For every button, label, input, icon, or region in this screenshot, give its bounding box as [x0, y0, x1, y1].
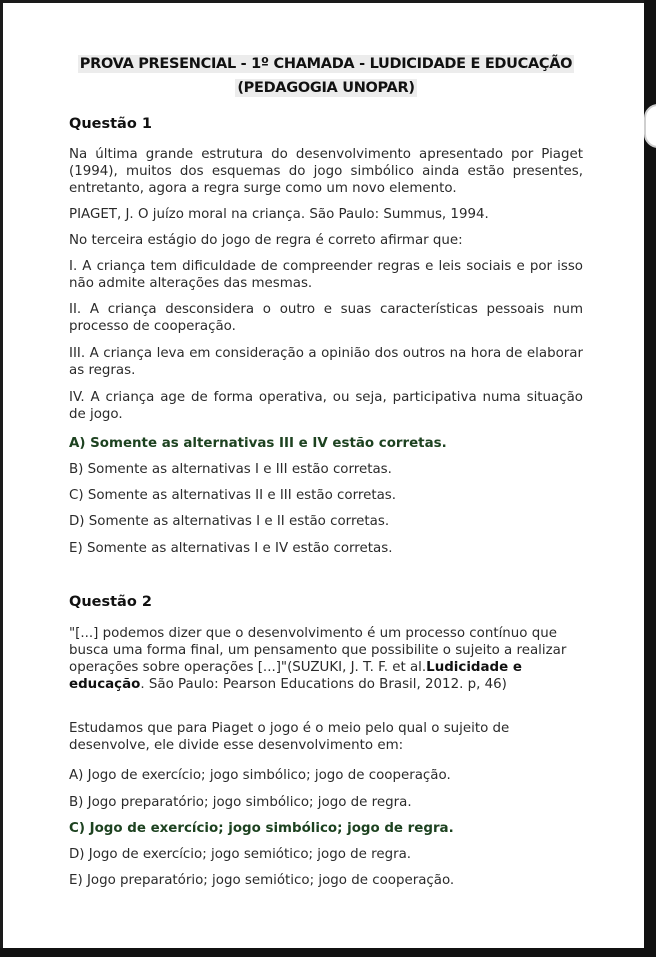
question-1-option-a-correct[interactable]: A) Somente as alternativas III e IV estão corretas.: [69, 436, 447, 451]
question-2-prompt: Estudamos que para Piaget o jogo é o meio pelo qual o sujeito de desenvolve, ele divide esse desenvolvimento em:: [69, 721, 510, 753]
question-2-quote: [69, 625, 583, 693]
page-border-top: [0, 0, 656, 3]
question-2-option-b[interactable]: B) Jogo preparatório; jogo simbólico; jogo de regra.: [69, 795, 412, 810]
question-1-intro: Na última grande estrutura do desenvolvimento apresentado por Piaget (1994), muitos dos esquemas do jogo simbólico ainda estão presentes, entretanto, agora a regra surge como um novo elemento.: [69, 147, 583, 196]
question-2-book-title: Ludicidade e educação: [69, 660, 522, 692]
title-line-1: PROVA PRESENCIAL - 1º CHAMADA - LUDICIDADE E EDUCAÇÃO: [79, 56, 573, 72]
page-title: [69, 56, 583, 72]
question-1-statement: III. A criança leva em consideração a opinião dos outros na hora de elaborar as regras.: [69, 346, 583, 378]
question-2-option-d[interactable]: D) Jogo de exercício; jogo semiótico; jogo de regra.: [69, 847, 412, 862]
question-1-option-b[interactable]: B) Somente as alternativas I e III estão corretas.: [69, 462, 392, 477]
page-border-bottom: [0, 948, 656, 957]
question-2-quote-source: . São Paulo: Pearson Educations do Brasil, 2012. p, 46): [140, 677, 507, 692]
question-1-option-c[interactable]: C) Somente as alternativas II e III estão corretas.: [69, 488, 397, 503]
question-1-prompt: No terceira estágio do jogo de regra é correto afirmar que:: [69, 233, 463, 248]
side-scroll-handle[interactable]: [644, 104, 656, 148]
question-1-statement: II. A criança desconsidera o outro e suas características pessoais num processo de cooperação.: [69, 302, 583, 334]
question-1-heading: Questão 1: [69, 116, 152, 132]
question-1-statement: I. A criança tem dificuldade de compreender regras e leis sociais e por isso não admite alterações das mesmas.: [69, 259, 583, 291]
question-2-option-c-correct[interactable]: C) Jogo de exercício; jogo simbólico; jogo de regra.: [69, 821, 454, 836]
title-line-2: (PEDAGOGIA UNOPAR): [237, 80, 415, 96]
page-subtitle: [69, 80, 583, 96]
question-1-option-d[interactable]: D) Somente as alternativas I e II estão corretas.: [69, 514, 390, 529]
question-1-reference: PIAGET, J. O juízo moral na criança. São Paulo: Summus, 1994.: [69, 207, 489, 222]
question-2-heading: Questão 2: [69, 594, 152, 610]
page-border-left: [0, 0, 3, 957]
question-2-option-a[interactable]: A) Jogo de exercício; jogo simbólico; jogo de cooperação.: [69, 768, 451, 783]
question-1-option-e[interactable]: E) Somente as alternativas I e IV estão corretas.: [69, 541, 393, 556]
question-1-statement: IV. A criança age de forma operativa, ou seja, participativa numa situação de jogo.: [69, 390, 583, 422]
question-2-option-e[interactable]: E) Jogo preparatório; jogo semiótico; jogo de cooperação.: [69, 873, 455, 888]
question-2-quote-text: "[...] podemos dizer que o desenvolvimento é um processo contínuo que busca uma forma final, um pensamento que possibilite o sujeito a realizar operações sobre operações [...]"(SUZUKI, J. T. F. et al.: [69, 626, 567, 675]
